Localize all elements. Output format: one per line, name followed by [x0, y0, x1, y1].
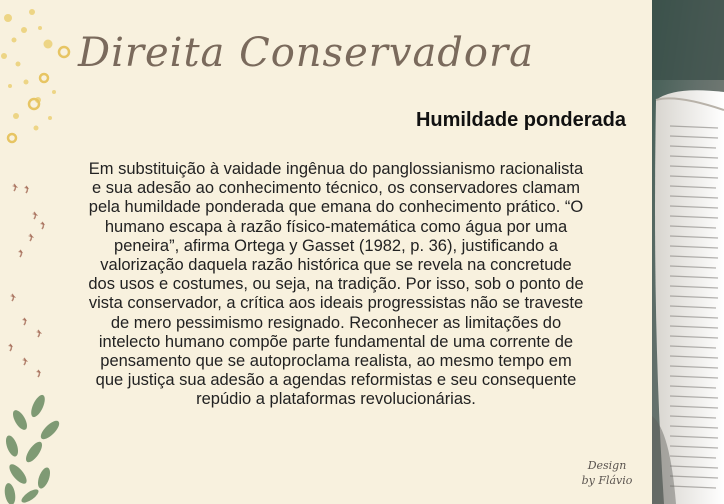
section-subtitle: Humildade ponderada [415, 109, 626, 131]
design-credit-line-2: by Flávio [581, 474, 633, 487]
design-credit-line-1: Design [587, 459, 627, 472]
body-paragraph: Em substituição à vaidade ingênua do panglossianismo racionalista e sua adesão ao conhecimento técnico, os conservadores clamam pela humildade ponderada que emana do conhecimento prático. “O humano escapa à razão físico-matemática como água por uma peneira”, afirma Ortega y Gasset (1982, p. 36), justificando a valorização daquela razão histórica que se revela na concretude dos usos e costumes, ou seja, na tradição. Por isso, sob o ponto de vista conservador, a crítica aos ideais progressistas não se traveste de mero pessimismo resignado. Reconhecer as limitações do intelecto humano compõe parte fundamental de uma corrente de pensamento que se autoproclama realista, ao mesmo tempo em que justiça sua adesão a agendas reformistas e seu consequente repúdio a plataformas revolucionárias. [88, 160, 584, 409]
slide-title: Direita Conservadora [78, 30, 534, 76]
design-credit [572, 458, 642, 488]
open-book-photo [652, 0, 724, 504]
